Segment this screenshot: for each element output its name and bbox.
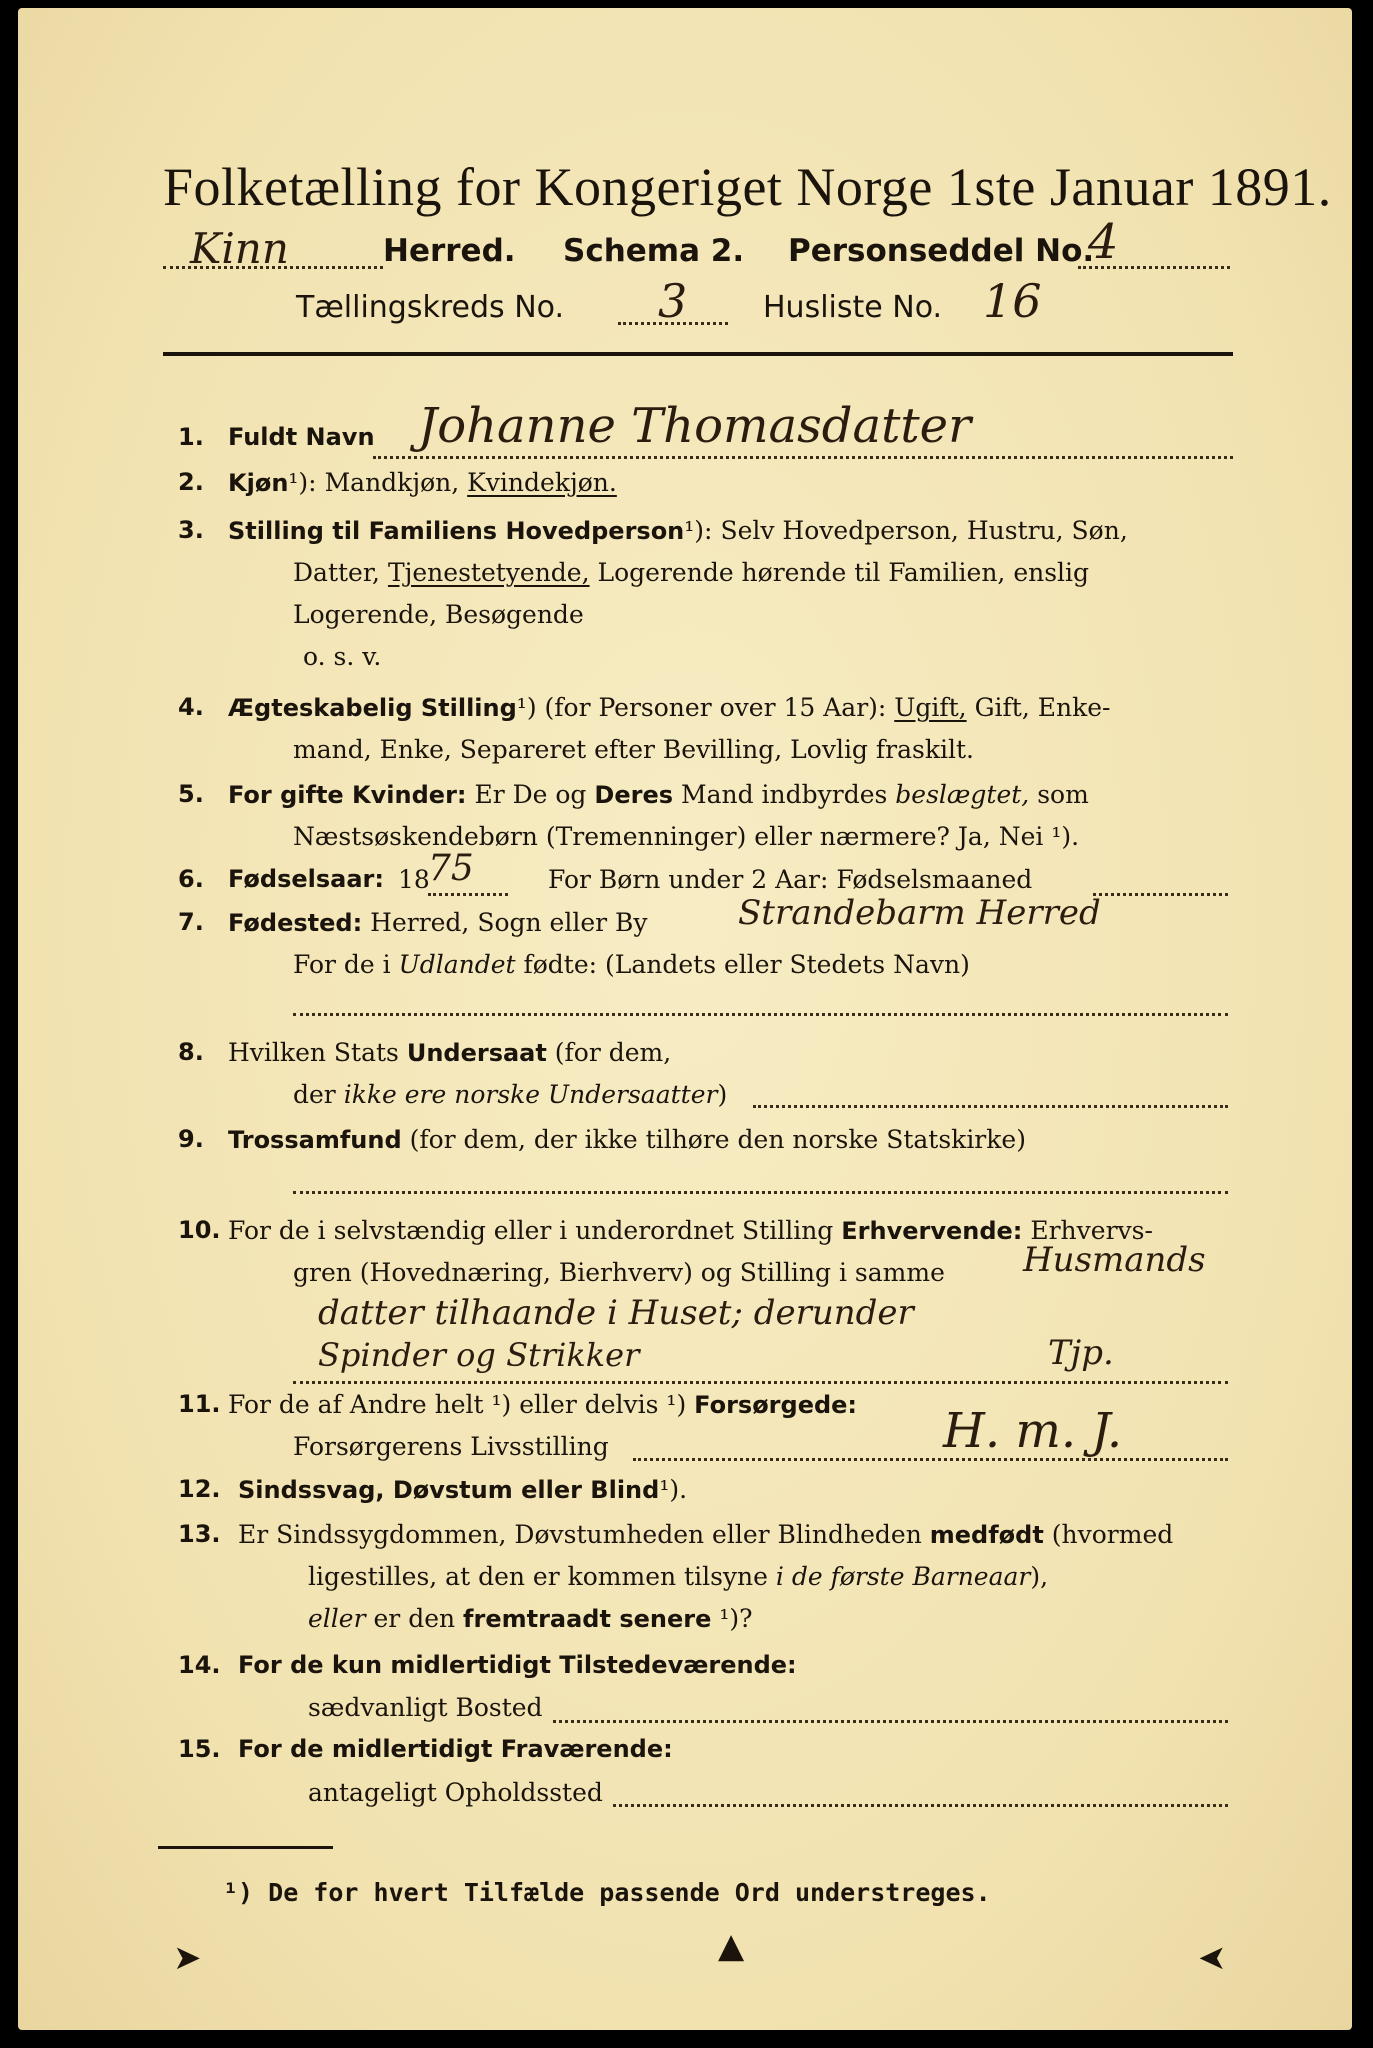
registration-mark-left-icon: ➤ bbox=[173, 1938, 202, 1978]
q11-line1-b: ¹) eller delvis ¹) bbox=[491, 1390, 687, 1419]
q2-label: Kjøn bbox=[228, 469, 289, 497]
schema-label: Schema 2. bbox=[563, 233, 745, 269]
q7-line1-rest: Herred, Sogn eller By bbox=[370, 908, 648, 937]
q3-line2-a: Datter, bbox=[293, 558, 380, 587]
q1-value: Johanne Thomasdatter bbox=[418, 398, 972, 454]
q6-number: 6. bbox=[178, 865, 204, 893]
q9-rest: (for dem, der ikke tilhøre den norske Statskirke) bbox=[409, 1125, 1026, 1154]
q4-number: 4. bbox=[178, 693, 204, 721]
registration-mark-right-icon: ➤ bbox=[1198, 1938, 1227, 1978]
q13-line1-bold: medfødt bbox=[929, 1521, 1044, 1549]
personseddel-dotted-line bbox=[1078, 266, 1230, 269]
q5-label: For gifte Kvinder: bbox=[228, 781, 467, 809]
taellingskreds-dotted-line bbox=[618, 322, 728, 325]
q10-line1-b: Erhvervs- bbox=[1030, 1216, 1153, 1245]
q13-number: 13. bbox=[178, 1520, 221, 1548]
q3-label: Stilling til Familiens Hovedperson bbox=[228, 517, 685, 545]
q4-sup: ¹) bbox=[516, 693, 537, 722]
q10-handwritten-4: Tjp. bbox=[1048, 1333, 1114, 1373]
q8-line1-a: Hvilken Stats bbox=[228, 1038, 399, 1067]
q11-line2: Forsørgerens Livsstilling bbox=[293, 1432, 609, 1461]
q3-number: 3. bbox=[178, 516, 204, 544]
q6-prefix: 18 bbox=[398, 865, 430, 894]
q15-label: For de midlertidigt Fraværende: bbox=[238, 1735, 673, 1763]
q11-dotted-line bbox=[633, 1458, 1228, 1461]
q13-line3-a: er den bbox=[373, 1604, 456, 1633]
q2-option-male: Mandkjøn, bbox=[324, 468, 460, 497]
q10-line1-a: For de i selvstændig eller i underordnet Stilling bbox=[228, 1216, 834, 1245]
q10-line1-bold: Erhvervende: bbox=[841, 1217, 1023, 1245]
q8-line1-bold: Undersaat bbox=[406, 1039, 547, 1067]
q10-number: 10. bbox=[178, 1216, 221, 1244]
herred-label: Herred. bbox=[383, 233, 516, 269]
q5-line2: Næstsøskendebørn (Tremenninger) eller nærmere? Ja, Nei ¹). bbox=[293, 822, 1080, 851]
q13-line3-italic: eller bbox=[308, 1604, 366, 1633]
q2-option-female: Kvindekjøn. bbox=[467, 468, 617, 497]
q9-number: 9. bbox=[178, 1125, 204, 1153]
q6-value: 75 bbox=[428, 848, 474, 889]
q10-handwritten-3: Spinder og Strikker bbox=[318, 1336, 640, 1374]
q5-line1-bold: Deres bbox=[594, 781, 674, 809]
taellingskreds-label: Tællingskreds No. bbox=[296, 290, 564, 325]
q1-number: 1. bbox=[178, 423, 204, 451]
q7-line2-a: For de i bbox=[293, 950, 391, 979]
q6-label: Fødselsaar: bbox=[228, 865, 384, 893]
q10-handwritten-2: datter tilhaande i Huset; derunder bbox=[318, 1293, 914, 1333]
q7-foreign-dotted-line bbox=[293, 1013, 1228, 1016]
q12-number: 12. bbox=[178, 1475, 221, 1503]
q1-label: Fuldt Navn bbox=[228, 423, 375, 451]
q3-line4: o. s. v. bbox=[303, 642, 382, 671]
q7-number: 7. bbox=[178, 908, 204, 936]
q13-line1-a: Er Sindssygdommen, Døvstumheden eller Blindheden bbox=[238, 1520, 922, 1549]
q8-line2-b: ) bbox=[717, 1080, 728, 1109]
q8-line2-italic: ikke ere norske Undersaatter bbox=[343, 1080, 718, 1109]
q2-number: 2. bbox=[178, 468, 204, 496]
q15-dotted-line bbox=[613, 1804, 1228, 1807]
q10-handwritten-1: Husmands bbox=[1023, 1240, 1206, 1280]
q8-line1-b: (for dem, bbox=[554, 1038, 672, 1067]
q8-line2-a: der bbox=[293, 1080, 336, 1109]
q5-number: 5. bbox=[178, 780, 204, 808]
q3-line1-rest: Selv Hovedperson, Hustru, Søn, bbox=[720, 516, 1128, 545]
q14-label: For de kun midlertidigt Tilstedeværende: bbox=[238, 1651, 797, 1679]
q12-sup: ¹). bbox=[659, 1475, 688, 1504]
q4-label: Ægteskabelig Stilling bbox=[228, 694, 517, 722]
q3-line3: Logerende, Besøgende bbox=[293, 600, 584, 629]
q7-line2-italic: Udlandet bbox=[398, 950, 516, 979]
q15-number: 15. bbox=[178, 1735, 221, 1763]
q13-line3-bold: fremtraadt senere bbox=[463, 1605, 712, 1633]
q6-dotted-line bbox=[428, 893, 508, 896]
census-form-page bbox=[18, 8, 1352, 2030]
q4-line1-b: Gift, Enke- bbox=[974, 693, 1111, 722]
q9-dotted-line bbox=[293, 1191, 1228, 1194]
q8-dotted-line bbox=[753, 1105, 1228, 1108]
q11-number: 11. bbox=[178, 1390, 221, 1418]
husliste-label: Husliste No. bbox=[763, 290, 943, 325]
form-title: Folketælling for Kongeriget Norge 1ste Januar 1891. bbox=[163, 157, 1332, 217]
taellingskreds-value: 3 bbox=[658, 274, 688, 328]
q14-number: 14. bbox=[178, 1651, 221, 1679]
q7-value: Strandebarm Herred bbox=[738, 893, 1101, 933]
q10-dotted-line bbox=[293, 1381, 1228, 1384]
q15-line2: antageligt Opholdssted bbox=[308, 1778, 603, 1807]
q3-line2-underlined: Tjenestetyende, bbox=[387, 558, 590, 587]
header-divider bbox=[163, 352, 1233, 356]
q4-line1-a: (for Personer over 15 Aar): bbox=[544, 693, 887, 722]
q3-sup: ¹): bbox=[684, 516, 713, 545]
q10-line2: gren (Hovednæring, Bierhverv) og Stilling i samme bbox=[293, 1258, 945, 1287]
q7-line2-b: fødte: (Landets eller Stedets Navn) bbox=[523, 950, 970, 979]
q7-label: Fødested: bbox=[228, 909, 363, 937]
q9-label: Trossamfund bbox=[228, 1126, 402, 1154]
q13-line2-italic: i de første Barneaar bbox=[775, 1562, 1031, 1591]
herred-dotted-line bbox=[163, 266, 383, 269]
q14-line2: sædvanligt Bosted bbox=[308, 1693, 543, 1722]
q3-line2-b: Logerende hørende til Familien, enslig bbox=[597, 558, 1090, 587]
footnote-text: ¹) De for hvert Tilfælde passende Ord understreges. bbox=[223, 1878, 991, 1907]
q6-month-dotted-line bbox=[1093, 893, 1228, 896]
q1-dotted-line bbox=[373, 456, 1233, 459]
personseddel-label: Personseddel No. bbox=[788, 233, 1095, 269]
q14-dotted-line bbox=[553, 1720, 1228, 1723]
q11-line1-a: For de af Andre helt bbox=[228, 1390, 484, 1419]
q6-rest-label: For Børn under 2 Aar: Fødselsmaaned bbox=[548, 865, 1033, 894]
q4-line2: mand, Enke, Separeret efter Bevilling, Lovlig fraskilt. bbox=[293, 735, 974, 764]
q2-sup: ¹): bbox=[288, 468, 317, 497]
q13-line2-a: ligestilles, at den er kommen tilsyne bbox=[308, 1562, 768, 1591]
q13-line2-b: ), bbox=[1030, 1562, 1049, 1591]
q8-number: 8. bbox=[178, 1038, 204, 1066]
footnote-divider bbox=[158, 1846, 333, 1849]
q5-line1-b: Mand indbyrdes bbox=[680, 780, 888, 809]
q11-value: H. m. J. bbox=[943, 1403, 1123, 1459]
q13-line1-b: (hvormed bbox=[1051, 1520, 1174, 1549]
q5-line1-c: som bbox=[1037, 780, 1089, 809]
registration-mark-center-icon: ▲ bbox=[718, 1926, 745, 1966]
q5-line1-a: Er De og bbox=[474, 780, 587, 809]
q5-line1-italic: beslægtet, bbox=[895, 780, 1030, 809]
q13-line3-b: ¹)? bbox=[719, 1604, 753, 1633]
husliste-value: 16 bbox=[983, 274, 1042, 328]
q4-line1-underlined: Ugift, bbox=[894, 693, 967, 722]
herred-value: Kinn bbox=[190, 224, 289, 273]
personseddel-value: 4 bbox=[1088, 214, 1119, 270]
q11-line1-bold: Forsørgede: bbox=[694, 1391, 858, 1419]
q12-label: Sindssvag, Døvstum eller Blind bbox=[238, 1476, 660, 1504]
